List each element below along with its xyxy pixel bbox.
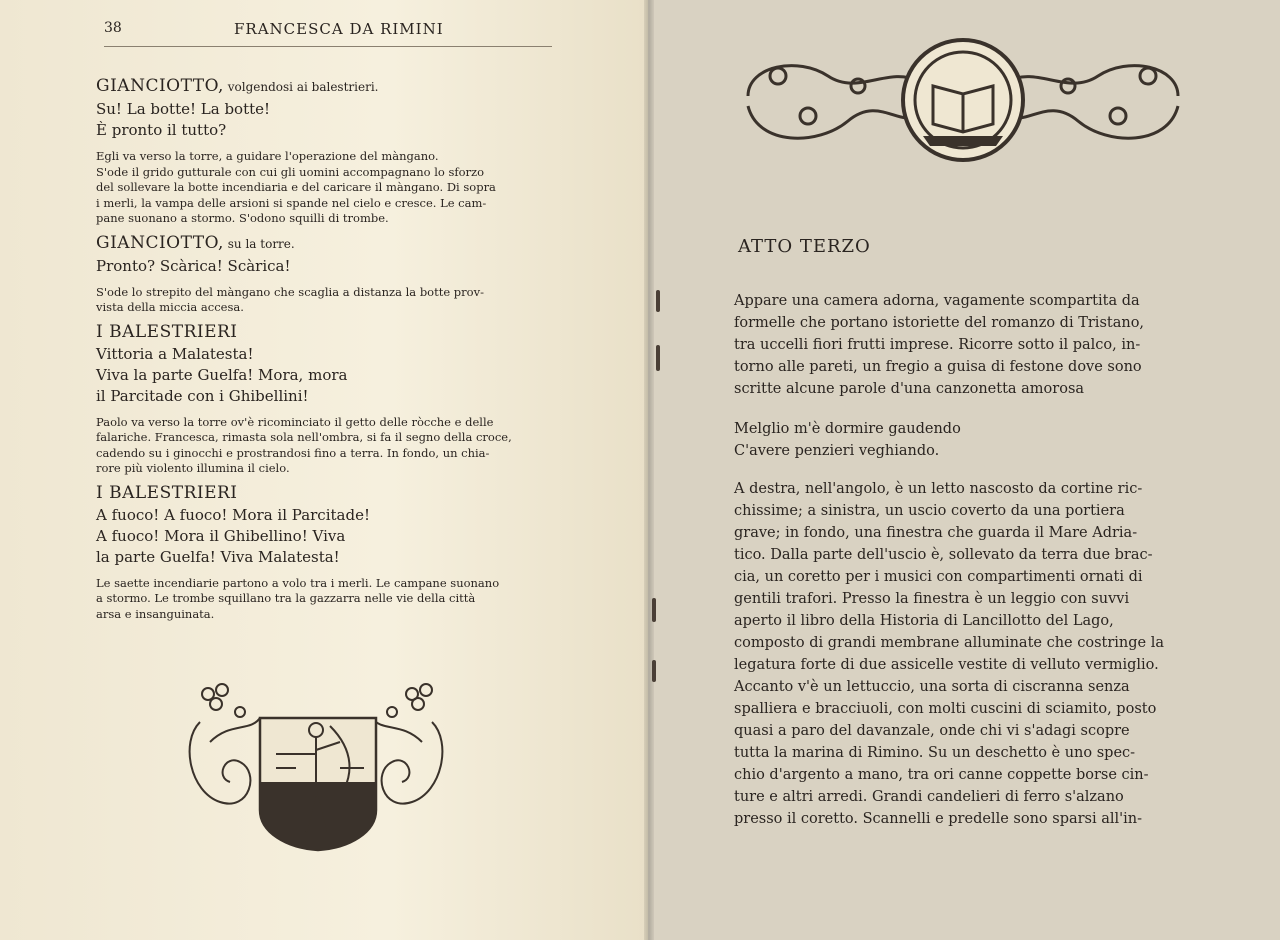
stage-line: del sollevare la botte incendiaria e del caricare il màngano. Di sopra [96,180,496,194]
binding-mark [652,660,656,682]
verse-lines [96,99,554,141]
stage-direction-paragraph-2 [734,478,1182,830]
text-line: cia, un coretto per i musici con compartimenti ornati di [734,569,1143,585]
stage-direction [96,415,554,477]
text-line: presso il coretto. Scannelli e predelle sono sparsi all'in- [734,811,1143,827]
stage-line: Paolo va verso la torre ov'è ricominciato il getto delle ròcche e delle [96,414,494,429]
text-line: composto di grandi membrane alluminate che costringe la [734,635,1165,651]
text-line: spalliera e bracciuoli, con molti cuscini di sciamito, posto [734,701,1157,717]
verse-line: Pronto? Scàrica! Scàrica! [96,256,291,275]
text-line: torno alle pareti, un fregio a guisa di festone dove sono [734,359,1142,375]
stage-direction-paragraph [734,290,1182,400]
text-line: Melglio m'è dormire gaudendo [734,421,961,437]
speaker-name: GIANCIOTTO, [96,232,224,253]
stage-line: cadendo su i ginocchi e prostrandosi fino a terra. In fondo, un chia- [96,445,490,460]
binding-mark [656,345,660,371]
speaker-heading [96,76,554,97]
speaker-heading [96,233,554,254]
text-line: A destra, nell'angolo, è un letto nascosto da cortine ric- [734,481,1143,497]
stage-direction [96,576,554,623]
speaker-direction: su la torre. [223,236,295,251]
stage-line: i merli, la vampa delle arsioni si spande nel cielo e cresce. Le cam- [96,195,487,210]
stage-line: pane suonano a stormo. S'odono squilli di trombe. [96,211,389,225]
speaker-name: I BALESTRIERI [96,321,238,342]
stage-line: Le saette incendiarie partono a volo tra i merli. Le campane suonano [96,575,500,590]
stage-line: S'ode il grido gutturale con cui gli uomini accompagnano lo sforzo [96,164,485,179]
text-line: formelle che portano istoriette del romanzo di Tristano, [734,315,1145,331]
verse-line: Vittoria a Malatesta! [96,344,254,363]
text-line: grave; in fondo, una finestra che guarda il Mare Adria- [734,525,1138,541]
verse-line: Viva la parte Guelfa! Mora, mora [96,365,348,384]
text-line: gentili trafori. Presso la finestra è un leggio con suvvi [734,591,1130,607]
text-line: aperto il libro della Historia di Lancillotto del Lago, [734,613,1114,629]
verse-line: la parte Guelfa! Viva Malatesta! [96,547,340,566]
text-line: chissime; a sinistra, un uscio coverto da una portiera [734,503,1125,519]
speaker-heading [96,483,554,503]
text-line: Appare una camera adorna, vagamente scompartita da [734,293,1140,309]
binding-mark [656,290,660,312]
stage-line: Egli va verso la torre, a guidare l'operazione del màngano. [96,149,439,163]
speaker-heading [96,322,554,342]
text-line: C'avere penzieri veghiando. [734,443,940,459]
running-title: FRANCESCA DA RIMINI [234,20,444,38]
stage-line: S'ode lo strepito del màngano che scaglia a distanza la botte prov- [96,284,484,299]
speaker-direction: volgendosi ai balestrieri. [223,80,379,94]
page-number: 38 [104,20,122,36]
book-gutter [644,0,654,940]
verse-line: A fuoco! A fuoco! Mora il Parcitade! [96,505,370,524]
stage-line: arsa e insanguinata. [96,606,215,621]
text-line: tra uccelli fiori frutti imprese. Ricorre sotto il palco, in- [734,337,1141,353]
right-page-text [734,290,1182,830]
left-page-text [96,70,554,626]
text-line: ture e altri arredi. Grandi candelieri di ferro s'alzano [734,789,1124,805]
archer-vignette-icon [180,682,452,854]
text-line: scritte alcune parole d'una canzonetta amorosa [734,381,1085,397]
verse-lines [96,505,554,568]
verse-line: A fuoco! Mora il Ghibellino! Viva [96,526,346,545]
motto-verse [734,418,1182,462]
verse-line: È pronto il tutto? [96,121,227,139]
verse-lines [96,256,554,277]
speaker-name: I BALESTRIERI [96,482,238,503]
text-line: Accanto v'è un lettuccio, una sorta di ciscranna senza [734,679,1130,695]
verse-lines [96,344,554,407]
verse-line: Su! La botte! La botte! [96,100,271,118]
verse-line: il Parcitade con i Ghibellini! [96,386,309,405]
stage-direction [96,285,554,316]
stage-line: vista della miccia accesa. [96,300,244,314]
running-head [104,18,552,47]
text-line: tutta la marina di Rimino. Su un deschetto è uno spec- [734,745,1136,761]
speaker-name: GIANCIOTTO, [96,76,224,96]
stage-line: rore più violento illumina il cielo. [96,461,290,475]
book-headpiece-icon [738,36,1188,166]
text-line: quasi a paro del davanzale, onde chi vi s'adagi scopre [734,723,1130,739]
stage-direction [96,149,554,227]
act-title: ATTO TERZO [738,236,871,257]
binding-mark [652,598,656,622]
text-line: legatura forte di due assicelle vestite di velluto vermiglio. [734,657,1159,673]
text-line: tico. Dalla parte dell'uscio è, sollevato da terra due brac- [734,547,1153,563]
stage-line: falariche. Francesca, rimasta sola nell'ombra, si fa il segno della croce, [96,430,512,444]
stage-line: a stormo. Le trombe squillano tra la gazzarra nelle vie della città [96,591,476,605]
text-line: chio d'argento a mano, tra ori canne coppette borse cin- [734,767,1149,783]
